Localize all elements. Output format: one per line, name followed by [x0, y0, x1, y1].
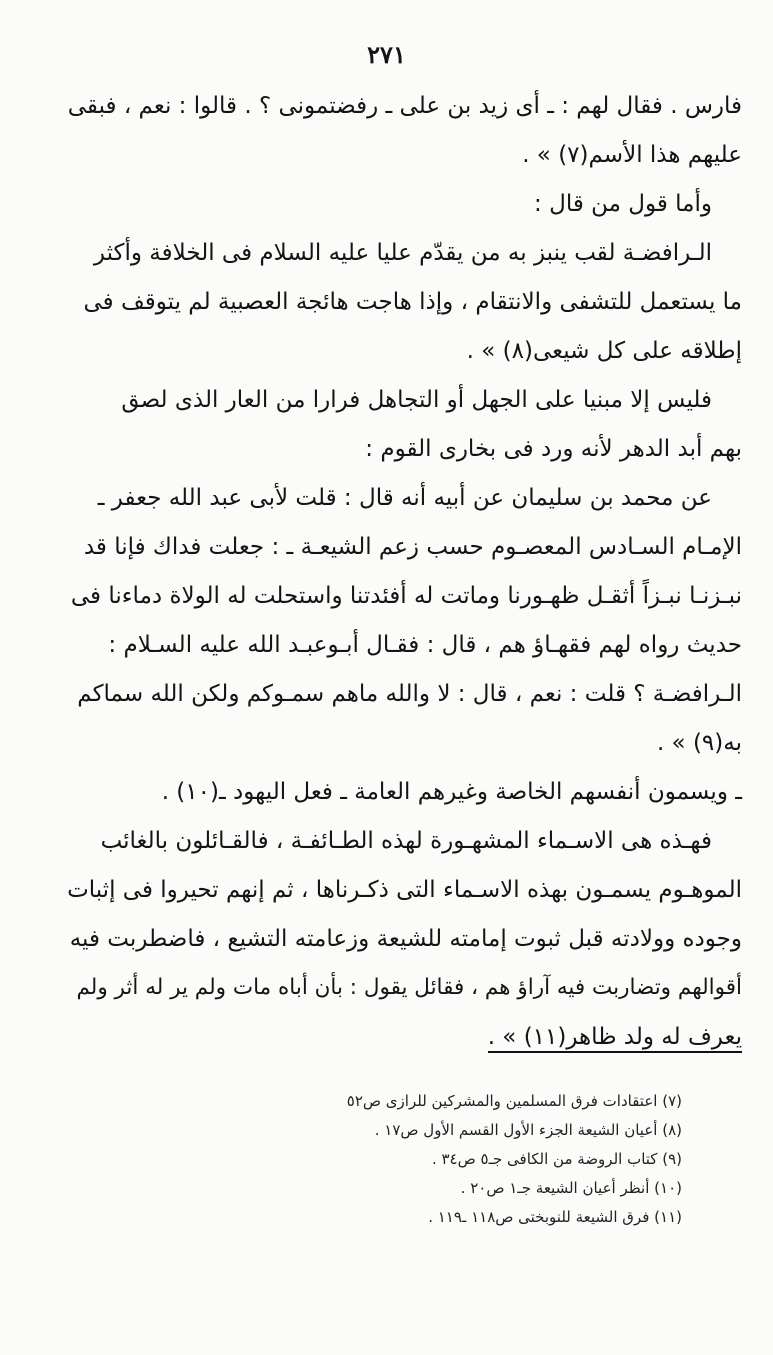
text-line: وأما قول من قال : [534, 191, 712, 217]
text-line: ـ ويسمون أنفسهم الخاصة وغيرهم العامة ـ فعل اليهود ـ(١٠) . [161, 779, 742, 805]
text-line: إطلاقه على كل شيعى(٨) » . [466, 338, 742, 364]
page-number: ٢٧١ [367, 40, 406, 69]
text-line: وجوده وولادته قبل ثبوت إمامته للشيعة وزعامته التشيع ، فاضطربت فيه [69, 926, 742, 952]
text-line: الإمـام السـادس المعصـوم حسب زعم الشيعـة ـ : جعلت فداك فإنا قد [83, 534, 742, 560]
text-line: بهم أبد الدهر لأنه ورد فى بخارى القوم : [365, 436, 742, 462]
text-line: ما يستعمل للتشفى والانتقام ، وإذا هاجت هائجة العصبية لم يتوقف فى [83, 289, 742, 315]
text-line: به(٩) » . [656, 730, 742, 756]
footnote: (١٠) أنظر أعيان الشيعة جـ١ ص٢٠ . [460, 1179, 682, 1197]
footnote: (٨) أعيان الشيعة الجزء الأول القسم الأول ص١٧ . [374, 1121, 682, 1139]
text-line: فارس . فقال لهم : ـ أى زيد بن على ـ رفضتمونى ؟ . قالوا : نعم ، فبقى [67, 93, 742, 119]
text-line: أقوالهم وتضاربت فيه آراؤ هم ، فقائل يقول : بأن أباه مات ولم ير له أثر ولم [76, 975, 742, 1000]
text-line: حديث رواه لهم فقهـاؤ هم ، قال : فقـال أبـوعبـد الله عليه السـلام : [108, 632, 742, 658]
footnote: (٧) اعتقادات فرق المسلمين والمشركين للرازى ص٥٢ [346, 1092, 682, 1110]
footnotes [92, 1094, 682, 1239]
body-text [62, 95, 742, 1075]
footnote: (١١) فرق الشيعة للنوبختى ص١١٨ ـ١١٩ . [428, 1208, 682, 1226]
text-line: فليس إلا مبنيا على الجهل أو التجاهل فرارا من العار الذى لصق [121, 387, 712, 413]
footnote: (٩) كتاب الروضة من الكافى جـ٥ ص٣٤ . [431, 1150, 682, 1168]
text-line: فهـذه هى الاسـماء المشهـورة لهذه الطـائفـة ، فالقـائلون بالغائب [100, 828, 712, 854]
text-line: الـرافضـة لقب ينبز به من يقدّم عليا عليه السلام فى الخلافة وأكثر [93, 240, 712, 266]
text-line: الموهـوم يسمـون بهذه الاسـماء التى ذكـرناها ، ثم إنهم تحيروا فى إثبات [67, 877, 742, 903]
text-line: عن محمد بن سليمان عن أبيه أنه قال : قلت لأبى عبد الله جعفر ـ [97, 485, 712, 511]
underlined-text: يعرف له ولد ظاهر(١١) » . [488, 1026, 742, 1053]
text-line: الـرافضـة ؟ قلت : نعم ، قال : لا والله ماهم سمـوكم ولكن الله سماكم [77, 681, 742, 707]
text-line [62, 1026, 742, 1075]
text-line: عليهم هذا الأسم(٧) » . [522, 142, 742, 168]
text-line: نبـزنـا نبـزاً أثقـل ظهـورنا وماتت له أفئدتنا واستحلت له الولاة دماءنا فى [70, 583, 742, 609]
